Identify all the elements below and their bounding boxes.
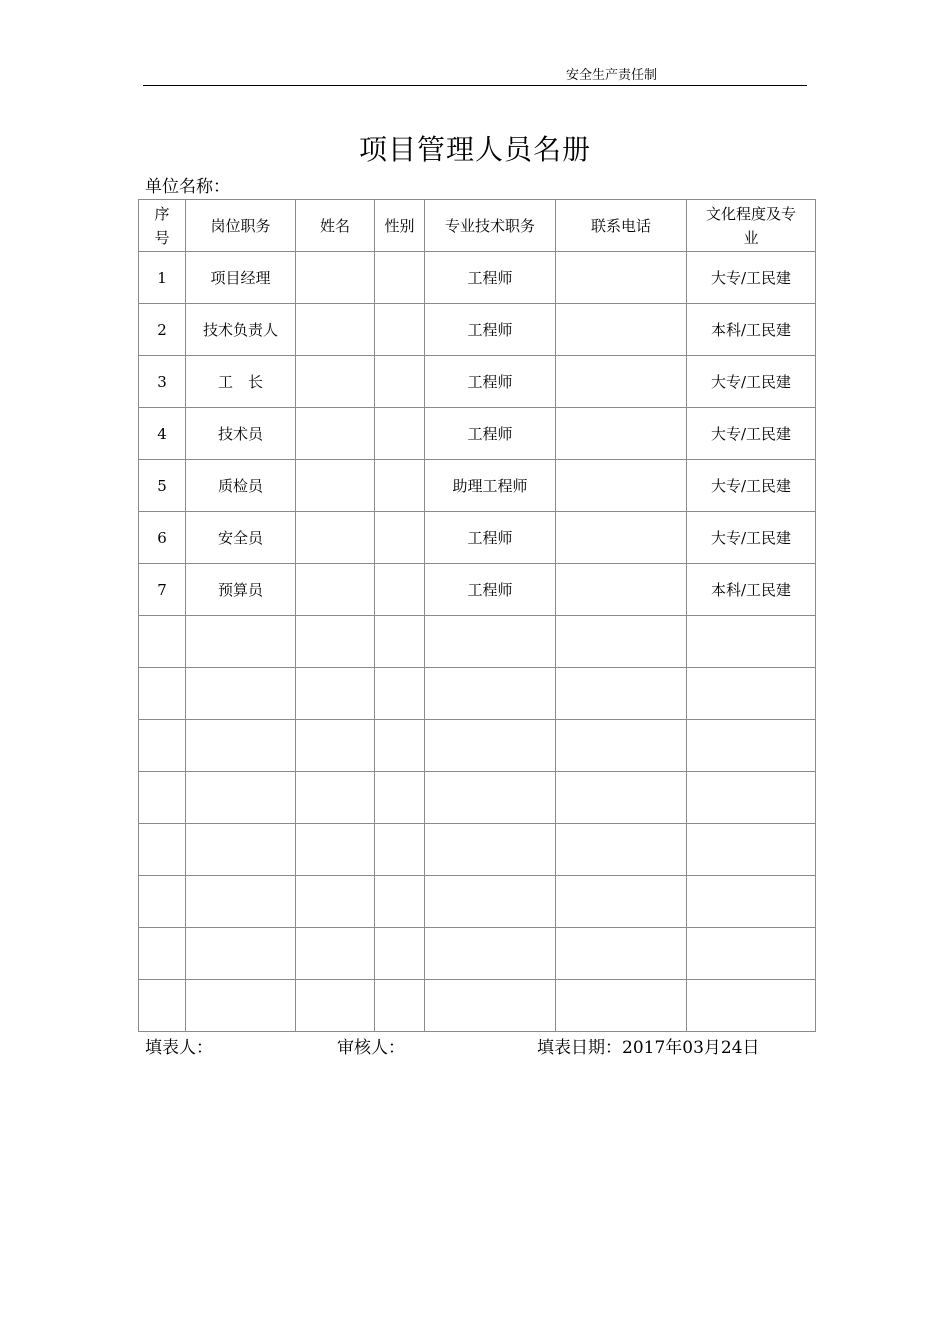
- cell-name: [296, 876, 375, 928]
- table-row: [139, 980, 816, 1032]
- cell-phone: [556, 720, 687, 772]
- cell-gender: [375, 772, 425, 824]
- cell-name: [296, 720, 375, 772]
- cell-phone: [556, 512, 687, 564]
- cell-technical-title: [425, 876, 556, 928]
- cell-index: [139, 720, 186, 772]
- cell-index: [139, 824, 186, 876]
- header-cell-name: 姓名: [296, 200, 375, 252]
- cell-gender: [375, 408, 425, 460]
- cell-index: [139, 928, 186, 980]
- cell-gender: [375, 616, 425, 668]
- cell-technical-title: 工程师: [425, 408, 556, 460]
- cell-position: [186, 876, 296, 928]
- cell-position: [186, 720, 296, 772]
- table-row: [139, 252, 816, 304]
- cell-position: [186, 980, 296, 1032]
- cell-technical-title: 助理工程师: [425, 460, 556, 512]
- cell-index: 6: [139, 512, 186, 564]
- table-header-row: [139, 200, 816, 252]
- table-row: [139, 720, 816, 772]
- table-row: [139, 460, 816, 512]
- table-row: [139, 824, 816, 876]
- cell-index: [139, 876, 186, 928]
- table-row: [139, 668, 816, 720]
- header-cell-position: 岗位职务: [186, 200, 296, 252]
- cell-education: [687, 980, 816, 1032]
- cell-phone: [556, 928, 687, 980]
- cell-position: [186, 668, 296, 720]
- cell-phone: [556, 564, 687, 616]
- cell-gender: [375, 928, 425, 980]
- filled-by-label: 填表人：: [145, 1038, 213, 1058]
- fill-date: 填表日期：2017年03月24日: [537, 1038, 760, 1058]
- cell-education: 大专/工民建: [687, 408, 816, 460]
- cell-index: [139, 668, 186, 720]
- cell-index: [139, 980, 186, 1032]
- cell-gender: [375, 564, 425, 616]
- cell-gender: [375, 252, 425, 304]
- cell-position: [186, 772, 296, 824]
- cell-education: 本科/工民建: [687, 564, 816, 616]
- document-title: 项目管理人员名册: [358, 133, 591, 166]
- cell-phone: [556, 460, 687, 512]
- cell-index: 7: [139, 564, 186, 616]
- table-row: [139, 408, 816, 460]
- cell-name: [296, 512, 375, 564]
- cell-phone: [556, 876, 687, 928]
- cell-gender: [375, 980, 425, 1032]
- cell-name: [296, 616, 375, 668]
- cell-technical-title: 工程师: [425, 304, 556, 356]
- cell-index: 4: [139, 408, 186, 460]
- cell-education: 大专/工民建: [687, 252, 816, 304]
- cell-name: [296, 772, 375, 824]
- cell-position: 工 长: [186, 356, 296, 408]
- cell-index: 5: [139, 460, 186, 512]
- personnel-roster-table: [138, 199, 816, 1032]
- cell-position: 预算员: [186, 564, 296, 616]
- header-rule: [143, 85, 807, 86]
- cell-position: 技术员: [186, 408, 296, 460]
- cell-index: 3: [139, 356, 186, 408]
- cell-technical-title: [425, 928, 556, 980]
- running-header: 安全生产责任制: [566, 68, 658, 83]
- cell-gender: [375, 512, 425, 564]
- table-row: [139, 356, 816, 408]
- cell-name: [296, 668, 375, 720]
- cell-phone: [556, 356, 687, 408]
- cell-education: 大专/工民建: [687, 512, 816, 564]
- cell-technical-title: [425, 772, 556, 824]
- cell-position: 质检员: [186, 460, 296, 512]
- cell-gender: [375, 824, 425, 876]
- cell-gender: [375, 460, 425, 512]
- cell-education: [687, 876, 816, 928]
- cell-phone: [556, 304, 687, 356]
- cell-name: [296, 252, 375, 304]
- cell-technical-title: 工程师: [425, 252, 556, 304]
- cell-index: 1: [139, 252, 186, 304]
- cell-education: [687, 616, 816, 668]
- cell-position: [186, 616, 296, 668]
- cell-phone: [556, 668, 687, 720]
- cell-position: 项目经理: [186, 252, 296, 304]
- cell-name: [296, 460, 375, 512]
- cell-gender: [375, 668, 425, 720]
- cell-technical-title: [425, 616, 556, 668]
- header-cell-education: 文化程度及专业: [687, 200, 816, 252]
- header-cell-phone: 联系电话: [556, 200, 687, 252]
- cell-gender: [375, 356, 425, 408]
- table-row: [139, 304, 816, 356]
- cell-name: [296, 980, 375, 1032]
- cell-education: 大专/工民建: [687, 460, 816, 512]
- table-row: [139, 512, 816, 564]
- cell-phone: [556, 408, 687, 460]
- cell-technical-title: 工程师: [425, 356, 556, 408]
- cell-name: [296, 564, 375, 616]
- cell-position: [186, 824, 296, 876]
- cell-gender: [375, 720, 425, 772]
- cell-name: [296, 304, 375, 356]
- unit-name-label: 单位名称：: [145, 177, 230, 197]
- cell-education: 大专/工民建: [687, 356, 816, 408]
- table-row: [139, 564, 816, 616]
- table-row: [139, 876, 816, 928]
- cell-index: [139, 772, 186, 824]
- cell-phone: [556, 616, 687, 668]
- cell-phone: [556, 824, 687, 876]
- table-row: [139, 928, 816, 980]
- cell-education: [687, 824, 816, 876]
- cell-technical-title: [425, 824, 556, 876]
- cell-name: [296, 824, 375, 876]
- reviewer-label: 审核人：: [337, 1038, 405, 1058]
- cell-technical-title: 工程师: [425, 564, 556, 616]
- cell-education: [687, 668, 816, 720]
- cell-technical-title: [425, 668, 556, 720]
- cell-gender: [375, 876, 425, 928]
- cell-name: [296, 928, 375, 980]
- cell-technical-title: 工程师: [425, 512, 556, 564]
- cell-phone: [556, 772, 687, 824]
- cell-technical-title: [425, 720, 556, 772]
- cell-position: 安全员: [186, 512, 296, 564]
- header-cell-technical-title: 专业技术职务: [425, 200, 556, 252]
- cell-education: [687, 772, 816, 824]
- cell-position: [186, 928, 296, 980]
- cell-phone: [556, 980, 687, 1032]
- cell-position: 技术负责人: [186, 304, 296, 356]
- cell-name: [296, 356, 375, 408]
- cell-gender: [375, 304, 425, 356]
- cell-phone: [556, 252, 687, 304]
- cell-index: [139, 616, 186, 668]
- header-cell-index: 序号: [139, 200, 186, 252]
- table-row: [139, 772, 816, 824]
- cell-technical-title: [425, 980, 556, 1032]
- header-cell-gender: 性别: [375, 200, 425, 252]
- table-row: [139, 616, 816, 668]
- cell-index: 2: [139, 304, 186, 356]
- cell-education: [687, 928, 816, 980]
- cell-education: [687, 720, 816, 772]
- cell-education: 本科/工民建: [687, 304, 816, 356]
- table-body: [139, 252, 816, 1032]
- cell-name: [296, 408, 375, 460]
